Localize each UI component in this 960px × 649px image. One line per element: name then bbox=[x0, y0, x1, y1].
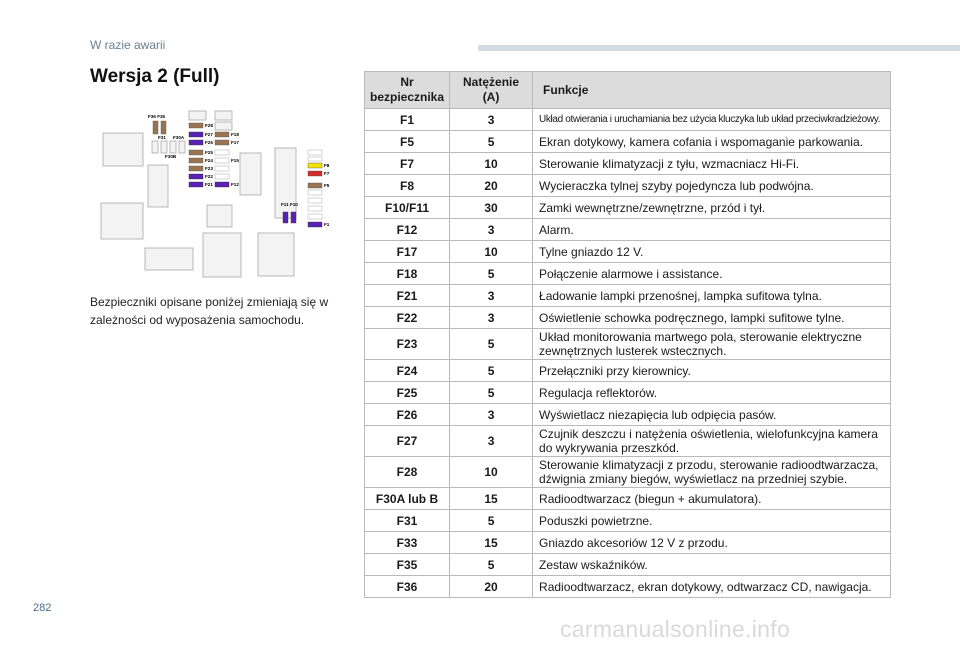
fuse-f17 bbox=[215, 140, 229, 145]
table-row bbox=[365, 532, 891, 554]
cell-nr: F24 bbox=[365, 360, 450, 382]
cell-nr: F35 bbox=[365, 554, 450, 576]
table-row bbox=[365, 197, 891, 219]
section-header: W razie awarii bbox=[90, 38, 166, 52]
label-f28: F28 bbox=[205, 123, 213, 128]
diagram-block bbox=[275, 148, 296, 218]
diagram-block bbox=[101, 203, 143, 239]
fuse-slot bbox=[308, 150, 322, 155]
table-row bbox=[365, 426, 891, 457]
cell-func: Przełączniki przy kierownicy. bbox=[533, 360, 891, 382]
fuse-f22 bbox=[189, 174, 203, 179]
table-row bbox=[365, 241, 891, 263]
fuse-slot bbox=[215, 150, 229, 155]
table-row bbox=[365, 131, 891, 153]
table-row bbox=[365, 457, 891, 488]
label-f12: F12 bbox=[231, 182, 239, 187]
cell-nr: F26 bbox=[365, 404, 450, 426]
fuse-f27 bbox=[189, 132, 203, 137]
cell-func: Regulacja reflektorów. bbox=[533, 382, 891, 404]
diagram-block bbox=[161, 141, 167, 153]
cell-nr: F25 bbox=[365, 382, 450, 404]
cell-func: Sterowanie klimatyzacji z tyłu, wzmacniacz Hi-Fi. bbox=[533, 153, 891, 175]
table-row bbox=[365, 285, 891, 307]
cell-amp: 5 bbox=[450, 554, 533, 576]
fuse-f21 bbox=[189, 182, 203, 187]
cell-nr: F17 bbox=[365, 241, 450, 263]
cell-func: Wycieraczka tylnej szyby pojedyncza lub podwójna. bbox=[533, 175, 891, 197]
table-row bbox=[365, 263, 891, 285]
diagram-block bbox=[179, 141, 185, 153]
fuse-f8 bbox=[308, 163, 322, 168]
table-row bbox=[365, 307, 891, 329]
fuse-f15 bbox=[215, 158, 229, 163]
cell-amp: 3 bbox=[450, 426, 533, 457]
cell-func: Alarm. bbox=[533, 219, 891, 241]
cell-amp: 5 bbox=[450, 510, 533, 532]
cell-amp: 15 bbox=[450, 488, 533, 510]
cell-amp: 10 bbox=[450, 457, 533, 488]
fuse-f10 bbox=[291, 212, 296, 223]
fuse-slot bbox=[308, 206, 322, 211]
cell-func: Wyświetlacz niezapięcia lub odpięcia pasów. bbox=[533, 404, 891, 426]
diagram-block bbox=[207, 205, 232, 227]
table-row bbox=[365, 382, 891, 404]
header-amp: Natężenie (A) bbox=[450, 72, 533, 109]
cell-nr: F21 bbox=[365, 285, 450, 307]
page-number: 282 bbox=[33, 602, 52, 614]
cell-func: Sterowanie klimatyzacji z przodu, sterowanie radioodtwarzacza, dźwignia zmiany biegów, wyświetlacz na przedniej szybie. bbox=[533, 457, 891, 488]
diagram-block bbox=[152, 141, 158, 153]
cell-func: Czujnik deszczu i natężenia oświetlenia, wielofunkcyjna kamera do wykrywania przeszkód. bbox=[533, 426, 891, 457]
cell-amp: 5 bbox=[450, 360, 533, 382]
cell-nr: F30A lub B bbox=[365, 488, 450, 510]
label-f22: F22 bbox=[205, 174, 213, 179]
cell-nr: F28 bbox=[365, 457, 450, 488]
cell-nr: F36 bbox=[365, 576, 450, 598]
label-f17: F17 bbox=[231, 140, 239, 145]
cell-amp: 3 bbox=[450, 307, 533, 329]
label-f18: F18 bbox=[231, 132, 239, 137]
label-f23: F23 bbox=[205, 166, 213, 171]
cell-nr: F7 bbox=[365, 153, 450, 175]
diagram-block bbox=[215, 122, 232, 130]
table-row bbox=[365, 510, 891, 532]
table-row bbox=[365, 576, 891, 598]
fuse-table bbox=[364, 71, 891, 598]
table-row bbox=[365, 360, 891, 382]
watermark: carmanualsonline.info bbox=[560, 616, 791, 642]
cell-amp: 20 bbox=[450, 576, 533, 598]
cell-amp: 30 bbox=[450, 197, 533, 219]
table-row bbox=[365, 219, 891, 241]
cell-nr: F31 bbox=[365, 510, 450, 532]
fuse-f26 bbox=[189, 140, 203, 145]
cell-nr: F27 bbox=[365, 426, 450, 457]
cell-amp: 3 bbox=[450, 285, 533, 307]
cell-nr: F22 bbox=[365, 307, 450, 329]
fuse-f12 bbox=[215, 182, 229, 187]
header-nr: Nr bezpiecznika bbox=[365, 72, 450, 109]
fuse-f36 bbox=[153, 121, 158, 134]
cell-func: Poduszki powietrzne. bbox=[533, 510, 891, 532]
cell-func: Radioodtwarzacz, ekran dotykowy, odtwarzacz CD, nawigacja. bbox=[533, 576, 891, 598]
fuse-f7 bbox=[308, 171, 322, 176]
fuse-f18 bbox=[215, 132, 229, 137]
label-f5: F5 bbox=[324, 183, 330, 188]
fuse-f1 bbox=[308, 222, 322, 227]
cell-nr: F33 bbox=[365, 532, 450, 554]
table-row bbox=[365, 329, 891, 360]
table-row bbox=[365, 153, 891, 175]
cell-amp: 3 bbox=[450, 404, 533, 426]
label-f8: F8 bbox=[324, 163, 330, 168]
table-row bbox=[365, 554, 891, 576]
cell-func: Połączenie alarmowe i assistance. bbox=[533, 263, 891, 285]
label-f24: F24 bbox=[205, 158, 213, 163]
cell-amp: 10 bbox=[450, 153, 533, 175]
fuse-f35 bbox=[161, 121, 166, 134]
cell-nr: F1 bbox=[365, 109, 450, 131]
diagram-block bbox=[203, 233, 241, 277]
fuse-f28 bbox=[189, 123, 203, 128]
fuse-f24 bbox=[189, 158, 203, 163]
cell-amp: 20 bbox=[450, 175, 533, 197]
fuse-slot bbox=[215, 174, 229, 179]
cell-amp: 5 bbox=[450, 263, 533, 285]
label-f7: F7 bbox=[324, 171, 330, 176]
fuse-slot bbox=[308, 157, 322, 161]
cell-amp: 3 bbox=[450, 109, 533, 131]
cell-func: Układ otwierania i uruchamiania bez użycia kluczyka lub układ przeciwkradzieżowy. bbox=[533, 109, 891, 131]
diagram-block bbox=[145, 248, 193, 270]
label-f31: F31 bbox=[158, 135, 166, 140]
table-row bbox=[365, 109, 891, 131]
cell-nr: F5 bbox=[365, 131, 450, 153]
cell-amp: 3 bbox=[450, 219, 533, 241]
note-text: Bezpieczniki opisane poniżej zmieniają się w zależności od wyposażenia samochodu. bbox=[90, 295, 329, 327]
fuse-f25 bbox=[189, 150, 203, 155]
cell-func: Radioodtwarzacz (biegun + akumulatora). bbox=[533, 488, 891, 510]
table-row bbox=[365, 488, 891, 510]
label-f27: F27 bbox=[205, 132, 213, 137]
label-f21: F21 bbox=[205, 182, 213, 187]
diagram-block bbox=[215, 111, 232, 120]
cell-nr: F10/F11 bbox=[365, 197, 450, 219]
label-f30b: F30B bbox=[165, 154, 177, 159]
diagram-block bbox=[240, 153, 261, 195]
fuse-slot bbox=[308, 214, 322, 219]
diagram-block bbox=[258, 233, 294, 276]
fuse-slot bbox=[308, 190, 322, 195]
cell-amp: 5 bbox=[450, 131, 533, 153]
label-f26: F26 bbox=[205, 140, 213, 145]
diagram-block bbox=[170, 141, 176, 153]
fuse-slot bbox=[308, 198, 322, 203]
page-title: Wersja 2 (Full) bbox=[90, 66, 220, 87]
cell-func: Gniazdo akcesoriów 12 V z przodu. bbox=[533, 532, 891, 554]
header-func: Funkcje bbox=[533, 72, 891, 109]
cell-func: Tylne gniazdo 12 V. bbox=[533, 241, 891, 263]
cell-nr: F18 bbox=[365, 263, 450, 285]
table-header-row bbox=[365, 72, 891, 109]
label-f25: F25 bbox=[205, 150, 213, 155]
cell-nr: F12 bbox=[365, 219, 450, 241]
cell-amp: 15 bbox=[450, 532, 533, 554]
cell-amp: 5 bbox=[450, 329, 533, 360]
fuse-slot bbox=[215, 166, 229, 171]
cell-amp: 10 bbox=[450, 241, 533, 263]
cell-func: Oświetlenie schowka podręcznego, lampki sufitowe tylne. bbox=[533, 307, 891, 329]
cell-func: Układ monitorowania martwego pola, sterowanie elektryczne zewnętrznych lusterek wstecznych. bbox=[533, 329, 891, 360]
label-f1: F1 bbox=[324, 222, 330, 227]
cell-func: Zestaw wskaźników. bbox=[533, 554, 891, 576]
cell-amp: 5 bbox=[450, 382, 533, 404]
header-bar bbox=[478, 45, 960, 51]
table-row bbox=[365, 175, 891, 197]
label-f11-f10: F11 F10 bbox=[281, 202, 298, 207]
table-row bbox=[365, 404, 891, 426]
cell-func: Ładowanie lampki przenośnej, lampka sufitowa tylna. bbox=[533, 285, 891, 307]
fuse-box-diagram bbox=[95, 105, 335, 280]
cell-func: Zamki wewnętrzne/zewnętrzne, przód i tył. bbox=[533, 197, 891, 219]
fuse-f11 bbox=[283, 212, 288, 223]
fuse-f5 bbox=[308, 183, 322, 188]
cell-nr: F8 bbox=[365, 175, 450, 197]
diagram-block bbox=[189, 111, 206, 120]
fuse-f23 bbox=[189, 166, 203, 171]
cell-nr: F23 bbox=[365, 329, 450, 360]
cell-func: Ekran dotykowy, kamera cofania i wspomaganie parkowania. bbox=[533, 131, 891, 153]
label-f30a: F30A bbox=[173, 135, 185, 140]
diagram-block bbox=[103, 133, 143, 166]
diagram-block bbox=[148, 165, 168, 207]
label-f15: F15 bbox=[231, 158, 239, 163]
label-f36-f35: F36 F35 bbox=[148, 114, 166, 119]
